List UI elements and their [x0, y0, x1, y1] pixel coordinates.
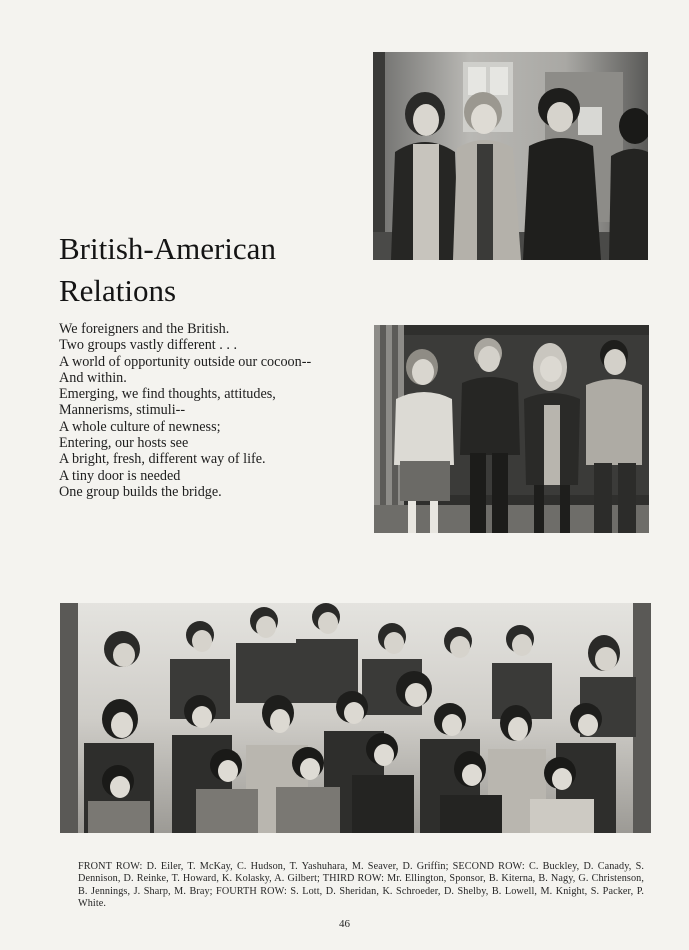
poem-line: Emerging, we find thoughts, attitudes, [59, 386, 276, 403]
photo-four-students-image [374, 325, 649, 533]
photo-four-girls [373, 52, 648, 260]
page-title [59, 228, 276, 312]
poem-line: Mannerisms, stimuli-- [59, 402, 186, 419]
poem-line: A bright, fresh, different way of life. [59, 451, 266, 468]
poem-line: A whole culture of newness; [59, 418, 221, 435]
photo-group-image [60, 603, 651, 833]
title-line-1: British-American [59, 231, 276, 266]
poem-line: A world of opportunity outside our cocoon-- [59, 353, 312, 370]
poem [59, 321, 311, 500]
photo-caption: FRONT ROW: D. Eiler, T. McKay, C. Hudson, T. Yashuhara, M. Seaver, D. Griffin; SECOND ROW: C. Buckley, D. Canady, S. Dennison, D. Reinke, T. Howard, K. Kolasky, A. Gilbert; THIRD ROW: Mr. Ellington, Sponsor, B. Kiterna, B. Nagy, G. Christenson, B. Jennings, J. Sharp, M. Bray; FOURTH ROW: S. Lott, D. Sheridan, K. Schroeder, D. Shelby, B. Lowell, M. Knight, S. Packer, P. White. [78, 861, 644, 909]
page-number: 46 [339, 918, 350, 930]
photo-group [60, 603, 651, 833]
photo-four-students [374, 325, 649, 533]
poem-line: Entering, our hosts see [59, 435, 189, 452]
poem-line: Two groups vastly different . . . [59, 337, 238, 354]
poem-line: We foreigners and the British. [59, 321, 230, 337]
title-line-2: Relations [59, 273, 177, 308]
photo-four-girls-image [373, 52, 648, 260]
poem-line: One group builds the bridge. [59, 483, 222, 500]
poem-line: A tiny door is needed [59, 467, 181, 484]
poem-line: And within. [59, 369, 127, 386]
